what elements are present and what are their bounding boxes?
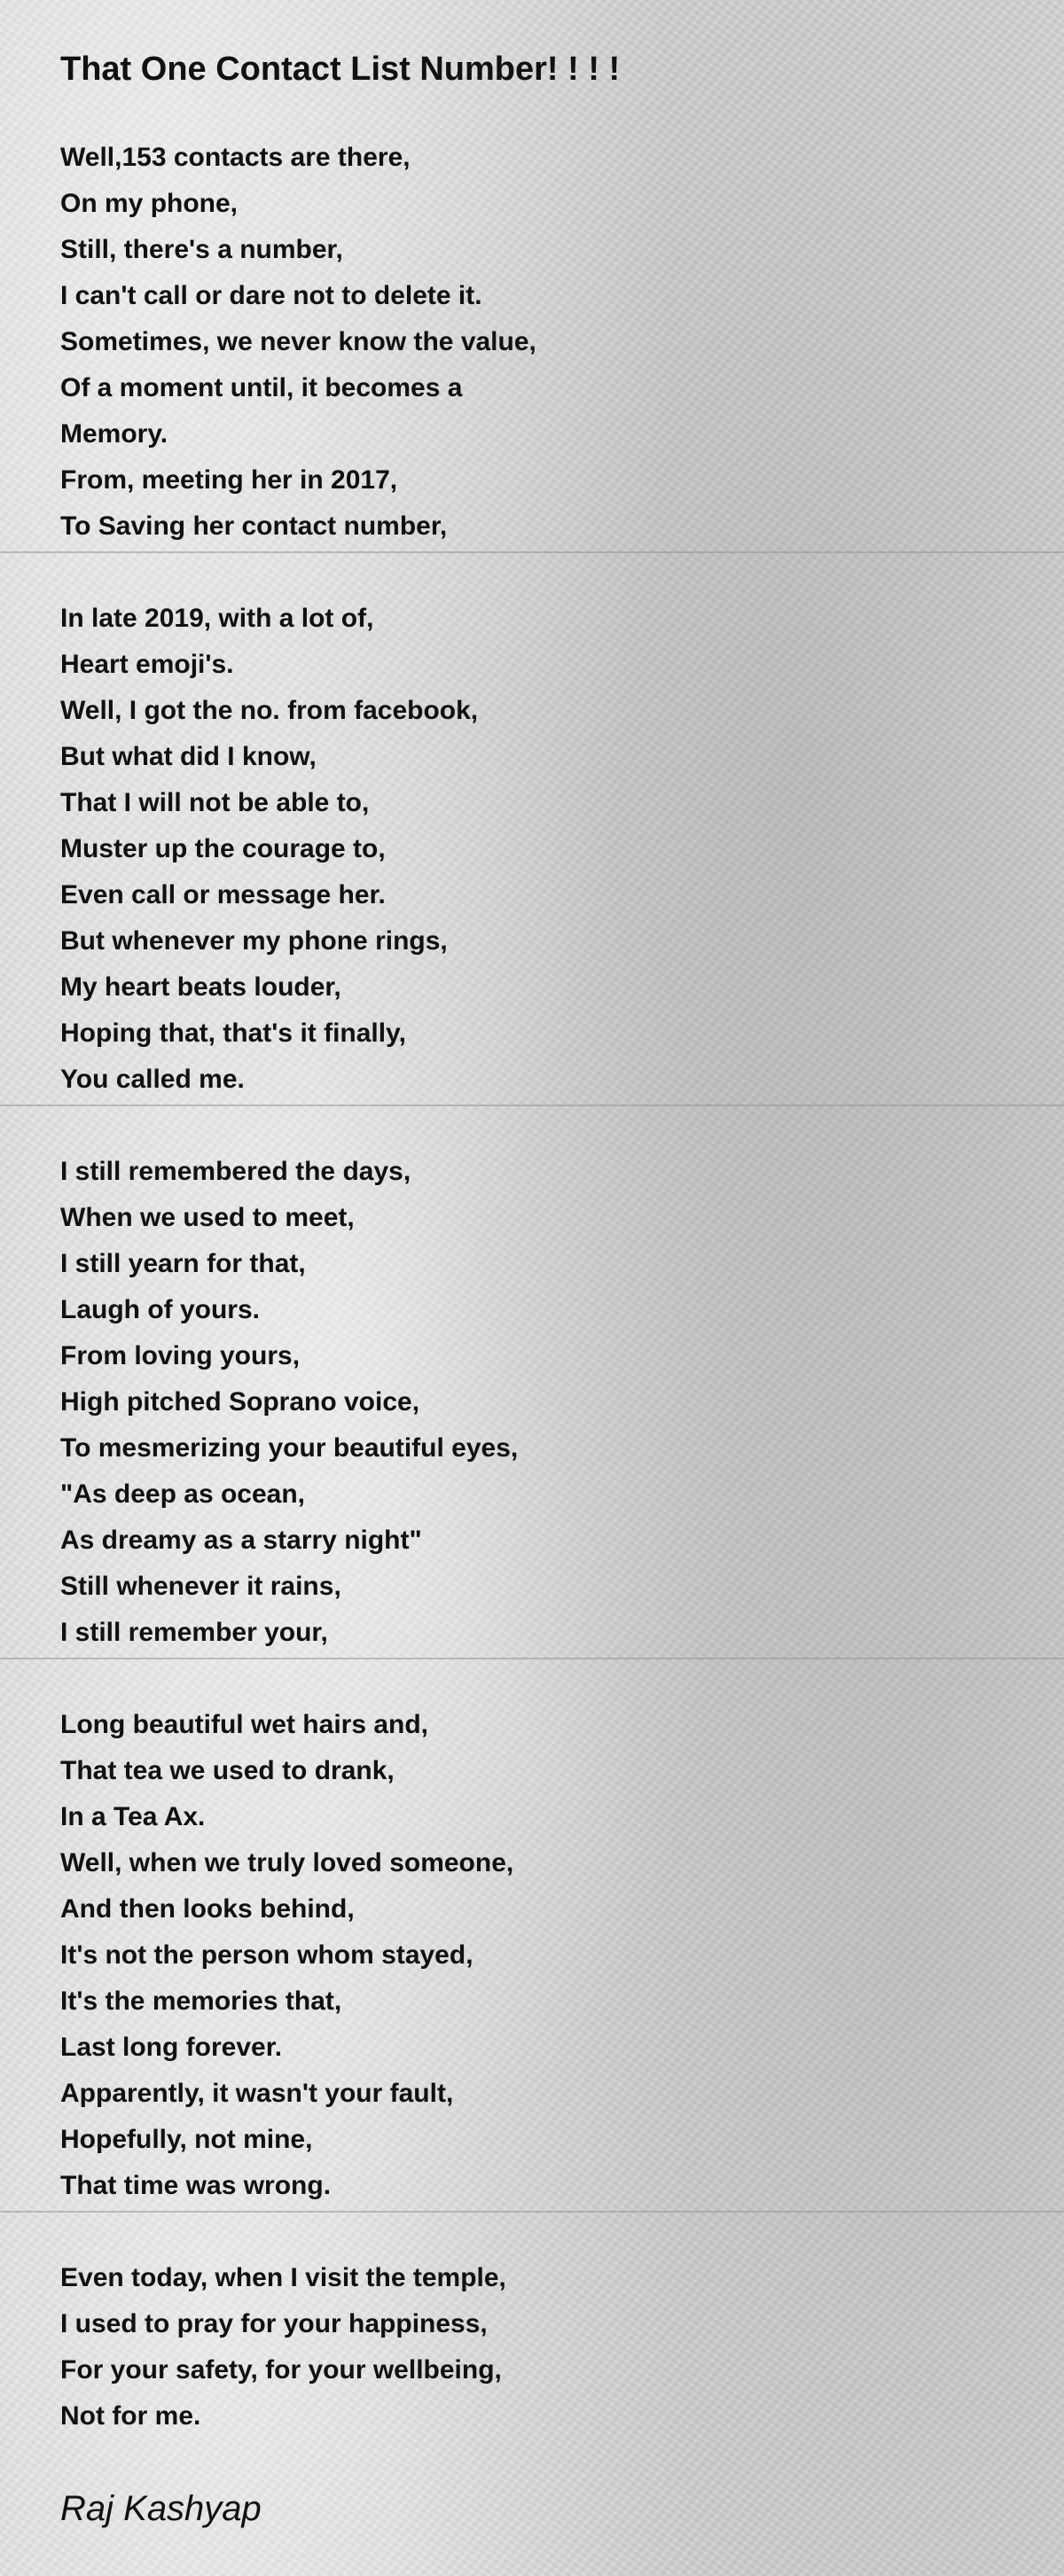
- poem-line: That tea we used to drank,: [60, 1756, 395, 1785]
- poem-line: "As deep as ocean,: [60, 1479, 306, 1509]
- poem-line: High pitched Soprano voice,: [60, 1387, 420, 1417]
- poem-line: But what did I know,: [60, 742, 317, 771]
- poem-line: To Saving her contact number,: [60, 511, 448, 541]
- poem-line: Still, there's a number,: [60, 235, 343, 264]
- stanza-3: [60, 1149, 1000, 1656]
- poem-line: But whenever my phone rings,: [60, 926, 448, 956]
- poem-line: Not for me.: [60, 2401, 201, 2431]
- poem-line: In a Tea Ax.: [60, 1802, 206, 1831]
- poem-line: On my phone,: [60, 189, 239, 218]
- poem-line: Long beautiful wet hairs and,: [60, 1710, 429, 1739]
- poem-line: Well,153 contacts are there,: [60, 143, 411, 172]
- poem-line: I still yearn for that,: [60, 1249, 306, 1278]
- poem-line: And then looks behind,: [60, 1894, 355, 1924]
- poem-line: From loving yours,: [60, 1341, 301, 1370]
- stanza-5: [60, 2255, 1000, 2439]
- poem-line: I used to pray for your happiness,: [60, 2309, 488, 2338]
- poem-line: From, meeting her in 2017,: [60, 465, 398, 495]
- poem-line: Even call or message her.: [60, 880, 386, 909]
- poem-line: You called me.: [60, 1065, 245, 1094]
- poem-title: That One Contact List Number! ! ! !: [60, 51, 621, 88]
- poem-line: Of a moment until, it becomes a: [60, 373, 463, 402]
- poem-line: I still remember your,: [60, 1618, 328, 1647]
- stanza-1: [60, 135, 1000, 550]
- poem-line: Last long forever.: [60, 2033, 283, 2062]
- poem-line: When we used to meet,: [60, 1203, 355, 1232]
- poem-line: As dreamy as a starry night": [60, 1526, 422, 1555]
- poem-line: That I will not be able to,: [60, 788, 370, 817]
- poem-line: Sometimes, we never know the value,: [60, 327, 536, 356]
- poem-line: In late 2019, with a lot of,: [60, 604, 374, 633]
- poem-line: Heart emoji's.: [60, 650, 234, 679]
- poem-line: Well, when we truly loved someone,: [60, 1848, 514, 1877]
- poem-line: Muster up the courage to,: [60, 834, 386, 863]
- poem: [60, 48, 1000, 2439]
- poem-line: Well, I got the no. from facebook,: [60, 696, 479, 725]
- poem-line: That time was wrong.: [60, 2171, 332, 2200]
- poem-line: It's the memories that,: [60, 1987, 342, 2016]
- poem-line: Memory.: [60, 419, 168, 449]
- poem-line: Even today, when I visit the temple,: [60, 2263, 506, 2292]
- poem-line: To mesmerizing your beautiful eyes,: [60, 1433, 519, 1463]
- poem-line: Hopefully, not mine,: [60, 2125, 313, 2154]
- poem-line: Still whenever it rains,: [60, 1572, 341, 1601]
- stanza-2: [60, 596, 1000, 1103]
- poem-line: Apparently, it wasn't your fault,: [60, 2079, 454, 2108]
- poem-line: It's not the person whom stayed,: [60, 1940, 473, 1970]
- poem-author: Raj Kashyap: [60, 2489, 262, 2528]
- poem-line: My heart beats louder,: [60, 972, 341, 1002]
- poem-line: I still remembered the days,: [60, 1157, 411, 1186]
- poem-line: I can't call or dare not to delete it.: [60, 281, 482, 310]
- poem-line: Laugh of yours.: [60, 1295, 260, 1324]
- poem-line: For your safety, for your wellbeing,: [60, 2355, 502, 2385]
- stanza-4: [60, 1702, 1000, 2209]
- poem-line: Hoping that, that's it finally,: [60, 1019, 406, 1048]
